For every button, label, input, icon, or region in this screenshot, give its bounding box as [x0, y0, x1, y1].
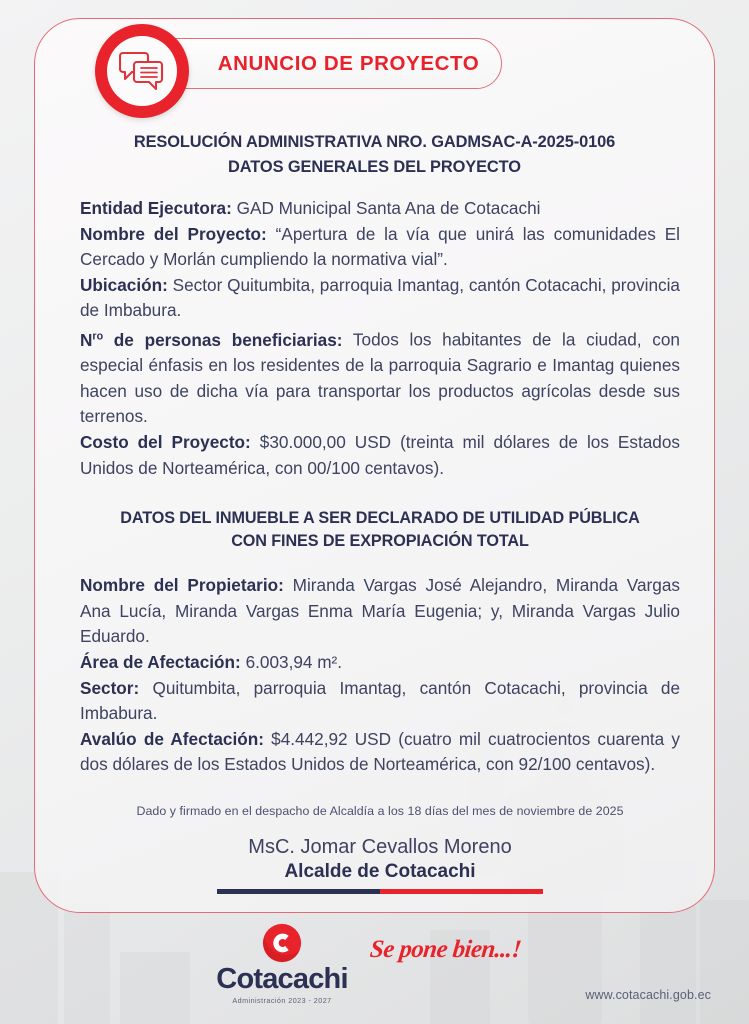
field-propietario-label: Nombre del Propietario: — [80, 575, 284, 596]
field-propietario — [80, 573, 680, 650]
field-entidad-ejecutora — [80, 196, 680, 222]
field-beneficiarias-label — [80, 330, 343, 350]
field-costo-value: $30.000,00 USD (treinta mil dólares de los Estados Unidos de Norteamérica, con 00/100 centavos). — [80, 432, 681, 478]
field-costo-proyecto — [80, 430, 680, 481]
field-nombre-proyecto — [80, 222, 680, 273]
signature-rule-red — [380, 889, 543, 894]
field-avaluo-label: Avalúo de Afectación: — [80, 728, 264, 749]
signature-rule-navy — [217, 889, 380, 894]
cotacachi-c-circle-icon — [261, 922, 303, 964]
field-sector-value: Quitumbita, parroquia Imantag, cantón Cotacachi, provincia de Imbabura. — [80, 677, 680, 724]
page-footer — [0, 918, 749, 1016]
field-entidad-label: Entidad Ejecutora: — [80, 198, 232, 218]
section-title-line-1: DATOS DEL INMUEBLE A SER DECLARADO DE UTILIDAD PÚBLICA — [120, 509, 640, 528]
field-ubicacion — [80, 273, 680, 324]
field-entidad-value: GAD Municipal Santa Ana de Cotacachi — [236, 198, 541, 218]
field-area-label: Área de Afectación: — [80, 652, 241, 673]
field-beneficiarias-label-post: de personas beneficiarias: — [103, 329, 343, 350]
field-beneficiarias-value: Todos los habitantes de la ciudad, con especial énfasis en los residentes de la parroquia Sagrario e Imantag quienes hacen uso de dicha vía para transportar los productos agrícolas desde sus terrenos. — [80, 329, 680, 427]
signature-role: Alcalde de Cotacachi — [284, 861, 476, 883]
cotacachi-logo — [196, 922, 368, 1005]
header-badge-inner — [107, 36, 177, 106]
document-body — [80, 196, 680, 894]
document-title-line-2: DATOS GENERALES DEL PROYECTO — [228, 158, 521, 176]
header-badge — [95, 24, 189, 118]
document-title-line-1: RESOLUCIÓN ADMINISTRATIVA NRO. GADMSAC-A-2025-0106 — [133, 133, 616, 151]
field-sector-label: Sector: — [80, 677, 140, 698]
section-title-inmueble — [80, 507, 680, 553]
field-avaluo-afectacion — [80, 727, 680, 778]
field-costo-label: Costo del Proyecto: — [80, 432, 251, 453]
section-title-line-2: CON FINES DE EXPROPIACIÓN TOTAL — [231, 532, 529, 551]
speech-bubbles-icon — [119, 50, 165, 92]
document-title — [0, 130, 749, 180]
field-nombre-proyecto-value: “Apertura de la vía que unirá las comunidades El Cercado y Morlán cumpliendo la normativa vial”. — [80, 223, 681, 270]
field-ubicacion-label: Ubicación: — [80, 274, 168, 295]
field-beneficiarias-label-sup: ro — [92, 329, 104, 342]
field-area-afectacion — [80, 650, 680, 676]
slogan: Se pone bien...! — [368, 936, 523, 963]
field-area-value: 6.003,94 m². — [245, 652, 343, 673]
logo-wordmark: Cotacachi — [216, 963, 348, 995]
field-sector — [80, 676, 680, 727]
field-beneficiarias — [80, 324, 680, 430]
header-title: ANUNCIO DE PROYECTO — [217, 51, 480, 75]
logo-administration-years: Administración 2023 - 2027 — [232, 996, 332, 1005]
header-pill — [137, 38, 502, 89]
field-beneficiarias-label-pre: N — [80, 329, 93, 350]
field-avaluo-value: $4.442,92 USD (cuatro mil cuatrocientos cuarenta y dos dólares de los Estados Unidos de Norteamérica, con 92/100 centavos). — [80, 728, 680, 775]
signature-date: Dado y firmado en el despacho de Alcaldía a los 18 días del mes de noviembre de 2025 — [136, 804, 624, 819]
field-propietario-value: Miranda Vargas José Alejandro, Miranda Vargas Ana Lucía, Miranda Vargas Enma María Eugenia; y, Miranda Vargas Julio Eduardo. — [80, 575, 680, 647]
signature-name: MsC. Jomar Cevallos Moreno — [248, 836, 512, 859]
field-ubicacion-value: Sector Quitumbita, parroquia Imantag, cantón Cotacachi, provincia de Imbabura. — [80, 274, 680, 321]
signature-rule — [217, 889, 543, 894]
website-url[interactable]: www.cotacachi.gob.ec — [585, 988, 711, 1002]
field-nombre-proyecto-label: Nombre del Proyecto: — [80, 223, 267, 244]
